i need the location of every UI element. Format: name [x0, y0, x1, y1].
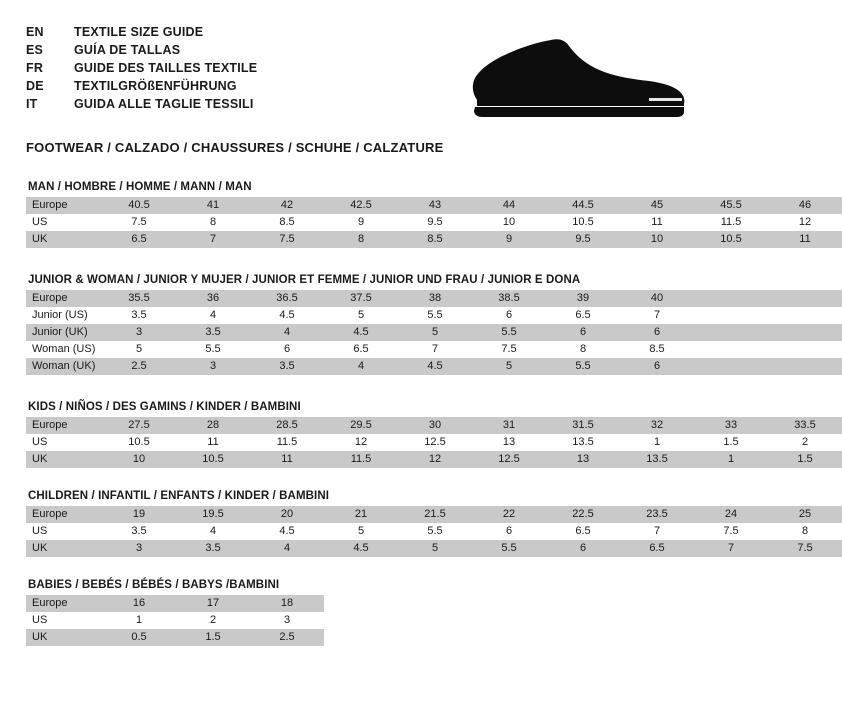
- cell: 0.5: [102, 629, 176, 646]
- cell: 31.5: [546, 417, 620, 434]
- row-label: US: [26, 214, 102, 231]
- cell: 11: [250, 451, 324, 468]
- cell: 5.5: [398, 307, 472, 324]
- cell: 11.5: [694, 214, 768, 231]
- cell: 43: [398, 197, 472, 214]
- section-children: [26, 490, 813, 557]
- language-title: GUIDE DES TAILLES TEXTILE: [74, 61, 258, 75]
- language-code: DE: [26, 79, 44, 93]
- cell: 5.5: [398, 523, 472, 540]
- section-title: KIDS / NIÑOS / DES GAMINS / KINDER / BAMBINI: [28, 401, 301, 413]
- cell: 44.5: [546, 197, 620, 214]
- cell: 12.5: [398, 434, 472, 451]
- cell: 17: [176, 595, 250, 612]
- cell: 5: [324, 307, 398, 324]
- table-row: [26, 523, 842, 540]
- cell: 7: [620, 307, 694, 324]
- row-label: Junior (UK): [26, 324, 102, 341]
- table-row: [26, 451, 842, 468]
- cell: 1: [694, 451, 768, 468]
- cell: 42.5: [324, 197, 398, 214]
- language-row: [26, 96, 257, 113]
- cell: 45.5: [694, 197, 768, 214]
- cell: 19: [102, 506, 176, 523]
- cell: 2.5: [102, 358, 176, 375]
- cell: 3: [102, 540, 176, 557]
- row-label: UK: [26, 540, 102, 557]
- cell: 6: [472, 307, 546, 324]
- cell: 5: [398, 324, 472, 341]
- cell: 3.5: [250, 358, 324, 375]
- cell: 36: [176, 290, 250, 307]
- language-row: [26, 24, 257, 41]
- row-label: Europe: [26, 417, 102, 434]
- cell: 11: [768, 231, 842, 248]
- cell: 11.5: [324, 451, 398, 468]
- cell: [694, 290, 768, 307]
- cell: 6: [472, 523, 546, 540]
- cell: [768, 341, 842, 358]
- size-table-kids: [26, 417, 842, 468]
- cell: 31: [472, 417, 546, 434]
- row-label: Europe: [26, 290, 102, 307]
- cell: [694, 307, 768, 324]
- cell: 19.5: [176, 506, 250, 523]
- section-title: BABIES / BEBÉS / BÉBÉS / BABYS /BAMBINI: [28, 579, 280, 591]
- cell: 7: [694, 540, 768, 557]
- table-row: [26, 358, 842, 375]
- cell: 10.5: [546, 214, 620, 231]
- row-label: Europe: [26, 506, 102, 523]
- cell: 1: [102, 612, 176, 629]
- table-row: [26, 197, 842, 214]
- cell: 25: [768, 506, 842, 523]
- row-label: Europe: [26, 595, 102, 612]
- cell: 8: [546, 341, 620, 358]
- cell: 11.5: [250, 434, 324, 451]
- cell: 4: [324, 358, 398, 375]
- cell: 7.5: [250, 231, 324, 248]
- table-row: [26, 324, 842, 341]
- cell: 6: [620, 358, 694, 375]
- language-code: ES: [26, 43, 44, 57]
- cell: 36.5: [250, 290, 324, 307]
- cell: 3.5: [102, 307, 176, 324]
- cell: 8.5: [398, 231, 472, 248]
- table-row: [26, 290, 842, 307]
- cell: 7: [176, 231, 250, 248]
- language-title: TEXTILGRÖßENFÜHRUNG: [74, 79, 237, 93]
- cell: 28: [176, 417, 250, 434]
- cell: 5: [472, 358, 546, 375]
- language-title: GUIDA ALLE TAGLIE TESSILI: [74, 97, 254, 111]
- row-label: US: [26, 523, 102, 540]
- cell: 41: [176, 197, 250, 214]
- section-man: [26, 181, 812, 248]
- section-babies: [26, 579, 694, 646]
- cell: 1.5: [694, 434, 768, 451]
- cell: 4.5: [250, 523, 324, 540]
- cell: 7.5: [694, 523, 768, 540]
- cell: 29.5: [324, 417, 398, 434]
- cell: 5.5: [472, 540, 546, 557]
- cell: 6.5: [102, 231, 176, 248]
- cell: 9.5: [546, 231, 620, 248]
- cell: 21: [324, 506, 398, 523]
- cell: 10: [472, 214, 546, 231]
- cell: 9: [324, 214, 398, 231]
- cell: 27.5: [102, 417, 176, 434]
- row-label: UK: [26, 451, 102, 468]
- section-kids: [26, 401, 816, 468]
- table-row: [26, 595, 324, 612]
- section-title: CHILDREN / INFANTIL / ENFANTS / KINDER / BAMBINI: [28, 490, 330, 502]
- table-row: [26, 307, 842, 324]
- row-label: US: [26, 612, 102, 629]
- cell: 6.5: [324, 341, 398, 358]
- cell: 5.5: [546, 358, 620, 375]
- language-code: EN: [26, 25, 44, 39]
- language-code: FR: [26, 61, 44, 75]
- cell: 8.5: [620, 341, 694, 358]
- cell: 3.5: [176, 540, 250, 557]
- cell: 4: [176, 307, 250, 324]
- cell: 8.5: [250, 214, 324, 231]
- cell: [768, 307, 842, 324]
- row-label: UK: [26, 629, 102, 646]
- language-titles: [26, 22, 257, 113]
- cell: 23.5: [620, 506, 694, 523]
- page-title: FOOTWEAR / CALZADO / CHAUSSURES / SCHUHE / CALZATURE: [26, 140, 444, 155]
- cell: 5: [324, 523, 398, 540]
- language-title: TEXTILE SIZE GUIDE: [74, 25, 204, 39]
- language-row: [26, 78, 257, 95]
- cell: 2.5: [250, 629, 324, 646]
- section-junior-woman: [26, 274, 694, 375]
- cell: [694, 341, 768, 358]
- cell: 6.5: [620, 540, 694, 557]
- cell: 10.5: [102, 434, 176, 451]
- cell: 5.5: [472, 324, 546, 341]
- cell: 6.5: [546, 523, 620, 540]
- row-label: US: [26, 434, 102, 451]
- size-table-babies: [26, 595, 324, 646]
- cell: 4.5: [250, 307, 324, 324]
- table-row: [26, 214, 842, 231]
- cell: 32: [620, 417, 694, 434]
- cell: 10: [102, 451, 176, 468]
- cell: 2: [768, 434, 842, 451]
- cell: 38.5: [472, 290, 546, 307]
- cell: [694, 358, 768, 375]
- row-label: UK: [26, 231, 102, 248]
- cell: 20: [250, 506, 324, 523]
- cell: 10.5: [176, 451, 250, 468]
- cell: 3.5: [176, 324, 250, 341]
- cell: 12.5: [472, 451, 546, 468]
- cell: 22.5: [546, 506, 620, 523]
- cell: 13: [546, 451, 620, 468]
- cell: 6.5: [546, 307, 620, 324]
- language-row: [26, 60, 257, 77]
- cell: 4.5: [324, 540, 398, 557]
- cell: 6: [620, 324, 694, 341]
- cell: 38: [398, 290, 472, 307]
- cell: 6: [250, 341, 324, 358]
- language-title: GUÍA DE TALLAS: [74, 43, 181, 57]
- cell: 4.5: [398, 358, 472, 375]
- cell: 4.5: [324, 324, 398, 341]
- cell: 5.5: [176, 341, 250, 358]
- cell: 12: [768, 214, 842, 231]
- cell: 45: [620, 197, 694, 214]
- row-label: Junior (US): [26, 307, 102, 324]
- cell: 1: [620, 434, 694, 451]
- cell: 22: [472, 506, 546, 523]
- cell: 24: [694, 506, 768, 523]
- table-row: [26, 434, 842, 451]
- cell: 3: [102, 324, 176, 341]
- section-title: JUNIOR & WOMAN / JUNIOR Y MUJER / JUNIOR ET FEMME / JUNIOR UND FRAU / JUNIOR E DONA: [28, 274, 581, 286]
- cell: 7.5: [768, 540, 842, 557]
- cell: [768, 324, 842, 341]
- table-row: [26, 341, 842, 358]
- language-code: IT: [26, 97, 38, 111]
- cell: 16: [102, 595, 176, 612]
- cell: 7: [398, 341, 472, 358]
- cell: 1.5: [768, 451, 842, 468]
- cell: 8: [176, 214, 250, 231]
- cell: 46: [768, 197, 842, 214]
- cell: 13.5: [620, 451, 694, 468]
- size-table-junior-woman: [26, 290, 842, 375]
- cell: 7.5: [102, 214, 176, 231]
- header: [26, 22, 694, 124]
- table-row: [26, 629, 324, 646]
- cell: 3: [176, 358, 250, 375]
- cell: 37.5: [324, 290, 398, 307]
- cell: 6: [546, 540, 620, 557]
- cell: 11: [620, 214, 694, 231]
- dress-shoe-icon: [458, 28, 688, 124]
- cell: 9: [472, 231, 546, 248]
- cell: 35.5: [102, 290, 176, 307]
- cell: 12: [324, 434, 398, 451]
- cell: 10: [620, 231, 694, 248]
- cell: 21.5: [398, 506, 472, 523]
- table-row: [26, 231, 842, 248]
- cell: 8: [768, 523, 842, 540]
- cell: 13.5: [546, 434, 620, 451]
- cell: 39: [546, 290, 620, 307]
- language-row: [26, 42, 257, 59]
- cell: 7: [620, 523, 694, 540]
- cell: 44: [472, 197, 546, 214]
- cell: 18: [250, 595, 324, 612]
- table-row: [26, 506, 842, 523]
- cell: 40: [620, 290, 694, 307]
- row-label: Woman (US): [26, 341, 102, 358]
- table-row: [26, 417, 842, 434]
- row-label: Woman (UK): [26, 358, 102, 375]
- cell: 5: [398, 540, 472, 557]
- cell: 4: [176, 523, 250, 540]
- section-title: MAN / HOMBRE / HOMME / MANN / MAN: [28, 181, 252, 193]
- cell: 33.5: [768, 417, 842, 434]
- cell: 6: [546, 324, 620, 341]
- cell: 13: [472, 434, 546, 451]
- cell: 8: [324, 231, 398, 248]
- cell: 9.5: [398, 214, 472, 231]
- cell: 42: [250, 197, 324, 214]
- cell: 28.5: [250, 417, 324, 434]
- cell: 30: [398, 417, 472, 434]
- cell: 12: [398, 451, 472, 468]
- cell: 4: [250, 540, 324, 557]
- table-row: [26, 612, 324, 629]
- cell: 7.5: [472, 341, 546, 358]
- row-label: Europe: [26, 197, 102, 214]
- cell: [694, 324, 768, 341]
- cell: 40.5: [102, 197, 176, 214]
- cell: 4: [250, 324, 324, 341]
- cell: [768, 358, 842, 375]
- cell: 33: [694, 417, 768, 434]
- cell: [768, 290, 842, 307]
- cell: 3.5: [102, 523, 176, 540]
- size-table-man: [26, 197, 842, 248]
- cell: 11: [176, 434, 250, 451]
- cell: 3: [250, 612, 324, 629]
- cell: 10.5: [694, 231, 768, 248]
- table-row: [26, 540, 842, 557]
- size-table-children: [26, 506, 842, 557]
- cell: 5: [102, 341, 176, 358]
- cell: 2: [176, 612, 250, 629]
- cell: 1.5: [176, 629, 250, 646]
